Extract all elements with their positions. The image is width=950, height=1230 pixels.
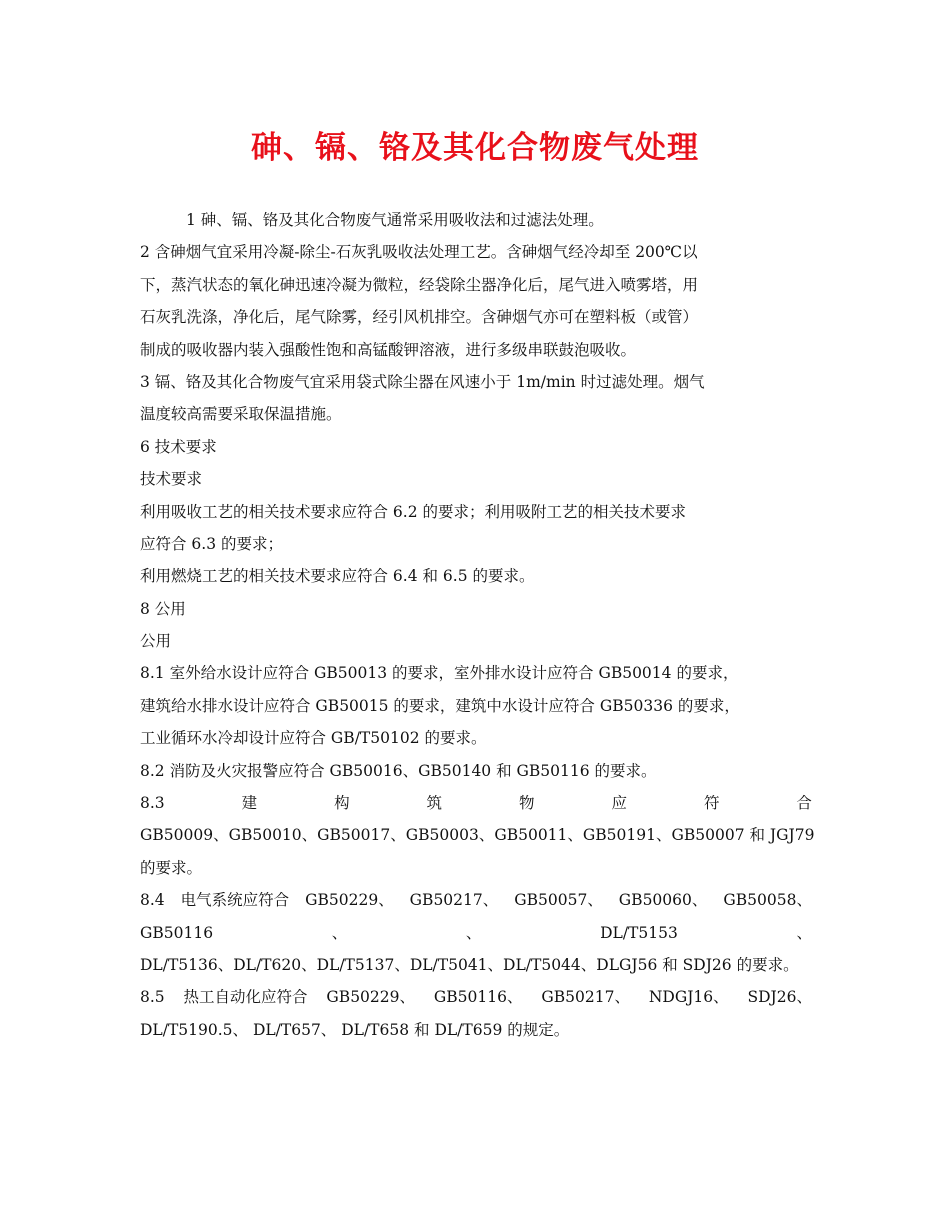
word: GB50058、 (723, 891, 812, 910)
word: 物 (519, 794, 535, 813)
paragraph-line: GB50009、GB50010、GB50017、GB50003、GB50011、GB50191、GB50007 和 JGJ79 (140, 826, 815, 845)
document-title: 砷、镉、铬及其化合物废气处理 (251, 130, 699, 166)
word: GB50057、 (514, 891, 603, 910)
word: GB50116、 (433, 988, 523, 1007)
word: 建 (241, 794, 258, 813)
paragraph-line: DL/T5136、DL/T620、DL/T5137、DL/T5041、DL/T5044、DLGJ56 和 SDJ26 的要求。 (140, 955, 799, 974)
word: 符 (703, 794, 720, 813)
paragraph-line: 制成的吸收器内装入强酸性饱和高锰酸钾溶液，进行多级串联鼓泡吸收。 (140, 340, 637, 359)
word: GB50217、 (541, 988, 630, 1007)
paragraph-line: 利用吸收工艺的相关技术要求应符合 6.2 的要求；利用吸附工艺的相关技术要求 (140, 502, 687, 521)
section-heading: 8 公用 (140, 599, 186, 618)
word: DL/T5153 (600, 923, 678, 942)
justified-line-8-4 (140, 884, 812, 916)
word: 构 (334, 794, 350, 813)
paragraph-line: 3 镉、铬及其化合物废气宜采用袋式除尘器在风速小于 1m/min 时过滤处理。烟气 (140, 372, 705, 391)
word: 8.3 (140, 794, 165, 813)
word: GB50229、 (326, 988, 416, 1007)
word: GB50229、 (305, 891, 394, 910)
justified-line-8-4b (140, 917, 812, 949)
word: 筑 (426, 794, 443, 813)
word: 应 (611, 794, 627, 813)
word: 电气系统应符合 (180, 891, 290, 910)
paragraph-line: 8.1 室外给水设计应符合 GB50013 的要求，室外排水设计应符合 GB50014 的要求， (140, 664, 739, 683)
word: 热工自动化应符合 (183, 988, 308, 1007)
paragraph-line: 工业循环水冷却设计应符合 GB/T50102 的要求。 (140, 729, 487, 748)
paragraph-line: 应符合 6.3 的要求； (140, 534, 284, 553)
section-heading: 6 技术要求 (140, 437, 217, 456)
word: GB50217、 (409, 891, 499, 910)
word: GB50116 (140, 923, 214, 942)
word: NDGJ16、 (648, 988, 729, 1007)
document-body (140, 204, 815, 1046)
paragraph-line: 的要求。 (140, 858, 203, 877)
paragraph-line: DL/T5190.5、 DL/T657、 DL/T658 和 DL/T659 的规定。 (140, 1020, 570, 1039)
word: 8.4 (140, 891, 165, 910)
section-subheading: 公用 (140, 632, 172, 651)
paragraph-line: 2 含砷烟气宜采用冷凝-除尘-石灰乳吸收法处理工艺。含砷烟气经冷却至 200℃以 (140, 243, 698, 262)
word: 合 (796, 794, 812, 813)
paragraph-line: 8.2 消防及火灾报警应符合 GB50016、GB50140 和 GB50116 的要求。 (140, 761, 657, 780)
justified-line-8-5 (140, 981, 812, 1013)
justified-line-8-3 (140, 787, 812, 819)
word: SDJ26、 (747, 988, 812, 1007)
word: 、 (796, 923, 812, 942)
word: 、 (331, 923, 348, 942)
section-subheading: 技术要求 (140, 470, 203, 489)
paragraph-line: 利用燃烧工艺的相关技术要求应符合 6.4 和 6.5 的要求。 (140, 567, 535, 586)
paragraph-line: 下，蒸汽状态的氧化砷迅速冷凝为微粒，经袋除尘器净化后，尾气进入喷雾塔，用 (140, 275, 699, 294)
paragraph-line: 建筑给水排水设计应符合 GB50015 的要求，建筑中水设计应符合 GB50336 的要求， (140, 696, 740, 715)
paragraph-line: 温度较高需要采取保温措施。 (140, 405, 342, 424)
word: GB50060、 (618, 891, 708, 910)
word: 8.5 (140, 988, 165, 1007)
paragraph-line: 1 砷、镉、铬及其化合物废气通常采用吸收法和过滤法处理。 (186, 211, 604, 229)
word: 、 (465, 923, 482, 942)
paragraph-line: 石灰乳洗涤，净化后，尾气除雾，经引风机排空。含砷烟气亦可在塑料板（或管） (140, 308, 699, 327)
